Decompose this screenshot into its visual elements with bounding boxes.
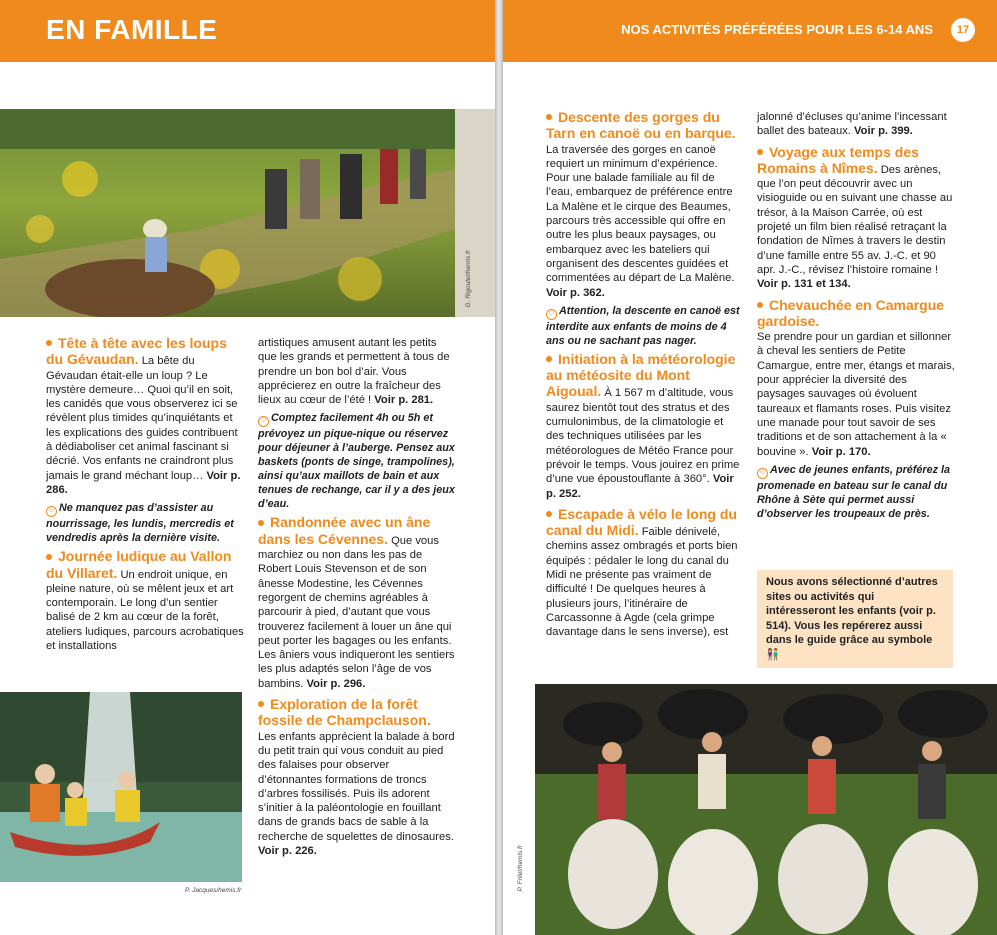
- bullet-icon: [757, 302, 763, 308]
- item-wolves: [46, 336, 244, 545]
- canoe-photo-credit: P. Jacques/hemis.fr: [185, 887, 242, 894]
- bullet-icon: [546, 114, 552, 120]
- header-band-right: [503, 0, 997, 62]
- item-body: Un endroit unique, en pleine nature, où se mêlent jeux et art contemporain. Le long d’un sentier balisé de 2 km au cœur de la forêt, ateliers ludiques, parcours acrobatiques et installations: [46, 568, 244, 653]
- item-body: Des arènes, que l’on peut découvrir avec un visioguide ou en suivant une chasse au trésor, à la Maison Carrée, où est projeté un film bien réalisé retraçant la fondation de Nîmes à travers le destin d’une famille entre 55 av. J.-C. et 90 apr. J.-C., révisez l’histoire romaine !: [757, 163, 953, 276]
- tip-text: Comptez facilement 4h ou 5h et prévoyez un pique-nique ou réservez pour déjeuner à l’auberge. Pensez aux baskets (ponts de singe, trampolines), ainsi qu’aux maillots de bain et aux tenues de rechange, car il y a des jeux d’eau.: [258, 412, 455, 511]
- item-title: Chevauchée en Camargue gardoise.: [757, 296, 945, 329]
- bullet-icon: [46, 554, 52, 560]
- page-reference: Voir p. 170.: [811, 445, 871, 458]
- item-body: artistiques amusent autant les petits que les grands et permettent à tous de prendre un bon bol d’air. Vous apprécierez en outre la fraîcheur des lieux au cœur de l’été !: [258, 337, 450, 407]
- page-reference: Voir p. 226.: [258, 845, 317, 858]
- bullet-icon: [546, 511, 552, 517]
- item-title: Voyage aux temps des Romains à Nîmes.: [757, 143, 919, 176]
- canoe-photo: [0, 692, 242, 882]
- hikers-photo-credit: G. Rigoulet/hemis.fr: [465, 250, 472, 308]
- info-box: Nous avons sélectionné d’autres sites ou activités qui intéresseront les enfants (voir p. 514). Vous les repérerez aussi dans le guide grâce au symbole 👫: [757, 570, 953, 668]
- page-reference: Voir p. 362.: [546, 286, 605, 299]
- item-nimes: [757, 145, 957, 292]
- item-body: Se prendre pour un gardian et sillonner à cheval les sentiers de Petite Camargue, entre mer, étangs et marais, pour apprécier la diversité des paysages sauvages où évoluent taureaux et flamants roses. Puis visitez une manade pour tout savoir de ses traditions et de son attachement à la « bouvine ».: [757, 331, 955, 458]
- item-body: À 1 567 m d’altitude, vous saurez bientôt tout des stratus et des cumulonimbus, de la climatologie et des techniques utilisées par les météorologues de Météo France pour prévoir le temps. Vous jouirez en prime d’une vue époustouflante à 360°.: [546, 387, 740, 486]
- column-2: [258, 336, 456, 861]
- riders-photo-credit: P. Frilet/hemis.fr: [517, 845, 524, 892]
- tip-text: Attention, la descente en canoë est interdite aux enfants de moins de 4 ans ou ne sachant pas nager.: [546, 304, 740, 347]
- page-reference: Voir p. 281.: [374, 394, 434, 407]
- kids-icon: 👫: [766, 648, 780, 661]
- tip: [757, 463, 957, 521]
- item-camargue: [757, 298, 957, 521]
- page-reference: voir p. 514: [766, 605, 936, 632]
- item-title: Randonnée avec un âne dans les Cévennes.: [258, 514, 431, 547]
- page-title: EN FAMILLE: [46, 14, 218, 45]
- page-reference: Voir p. 399.: [854, 125, 913, 138]
- page-reference: Voir p. 286.: [46, 469, 241, 496]
- tip: [46, 501, 244, 545]
- tip: [546, 304, 742, 348]
- tip-text: Avec de jeunes enfants, préférez la promenade en bateau sur le canal du Rhône à Sète qui permet aussi d’observer les troupeaux de près.: [757, 463, 951, 520]
- item-villaret-cont: [258, 336, 456, 511]
- item-fossil-forest: [258, 697, 456, 858]
- tip-icon: ☺: [757, 468, 768, 479]
- tip-icon: ☺: [46, 506, 57, 517]
- hikers-photo: [0, 109, 495, 317]
- item-title: Escapade à vélo le long du canal du Midi.: [546, 505, 737, 539]
- item-title: Initiation à la météorologie au météosite du Mont Aigoual.: [546, 350, 736, 400]
- item-aigoual: [546, 352, 742, 501]
- bullet-icon: [546, 356, 552, 362]
- bullet-icon: [258, 701, 264, 707]
- left-page: [0, 0, 495, 935]
- page-reference: Voir p. 296.: [306, 677, 366, 690]
- tip: [258, 411, 456, 511]
- riders-photo: [503, 684, 997, 935]
- activities-link: activités: [810, 590, 855, 603]
- column-1: [46, 336, 244, 656]
- sites-link: sites: [766, 590, 792, 603]
- item-canal-cont: [757, 110, 957, 139]
- page-reference: Voir p. 131 et 134.: [757, 278, 851, 291]
- item-title: Descente des gorges du Tarn en canoë ou en barque.: [546, 109, 736, 142]
- item-body: jalonné d’écluses qu’anime l’incessant ballet des bateaux.: [757, 111, 947, 138]
- header-band-left: [0, 0, 495, 62]
- item-body: La bête du Gévaudan était-elle un loup ? Le mystère demeure… Quoi qu’il en soit, les canidés que vous observerez ici se révèlent plus timides qu’inquiétants et les explications des guides contribuent à dédiaboliser cet animal fascinant si décrié. Vos enfants ne craindront plus jamais le grand méchant loup…: [46, 355, 238, 482]
- item-title: Exploration de la forêt fossile de Champclauson.: [258, 696, 431, 729]
- item-body: Faible dénivelé, chemins assez ombragés et ports bien équipés : pédaler le long du canal du Midi ne présente pas vraiment de difficulté ! De quelques heures à plusieurs jours, l’itinéraire de Carcassonne à Agde (cela grimpe davantage dans le sens inverse), est: [546, 526, 738, 639]
- tip-icon: ☺: [546, 309, 557, 320]
- item-body: Les enfants apprécient la balade à bord du petit train qui vous conduit au pied des falaises pour observer d’étonnantes formations de troncs d’arbres fossilisés. Puis ils adorent s’initier à la paléontologie en fouillant dans de grands bacs de sable à la recherche de squelettes de dinosaures.: [258, 730, 455, 843]
- item-title: Tête à tête avec les loups du Gévaudan.: [46, 335, 227, 368]
- item-body: La traversée des gorges en canoë requiert un minimum d’expérience. Pour une balade familiale au fil de l’eau, embarquez de préférence entre La Malène et le cirque des Beaumes, parcours très accessible qui offre en outre les plus beaux paysages, ou embarquez avec les bateliers qui organisent des descentes guidées et commentées au départ de La Malène.: [546, 143, 735, 285]
- column-4: [757, 110, 957, 525]
- page-number: 17: [951, 18, 975, 42]
- item-tarn-gorges: [546, 110, 742, 348]
- column-3: [546, 110, 742, 643]
- bullet-icon: [258, 520, 264, 526]
- item-canal-du-midi: [546, 507, 742, 640]
- item-body: Que vous marchiez ou non dans les pas de Robert Louis Stevenson et de son ânesse Modestine, les Cévennes regorgent de chemins agréables à parcourir à pied, d’autant que vous trouverez facilement à louer un âne qui peut porter les bagages ou les enfants. Les âniers vous indiqueront les sentiers les plus adaptés selon l’âge de vos bambins.: [258, 534, 455, 690]
- tip-icon: ☺: [258, 416, 269, 427]
- bullet-icon: [757, 149, 763, 155]
- item-villaret: [46, 549, 244, 653]
- book-gutter: [495, 0, 503, 935]
- page-reference: Voir p. 252.: [546, 473, 734, 500]
- section-title: NOS ACTIVITÉS PRÉFÉRÉES POUR LES 6-14 ANS: [621, 22, 933, 37]
- bullet-icon: [46, 340, 52, 346]
- item-title: Journée ludique au Vallon du Villaret.: [46, 548, 232, 581]
- item-donkey: [258, 515, 456, 691]
- tip-text: Ne manquez pas d’assister au nourrissage, les lundis, mercredis et vendredis après la dernière visite.: [46, 502, 234, 545]
